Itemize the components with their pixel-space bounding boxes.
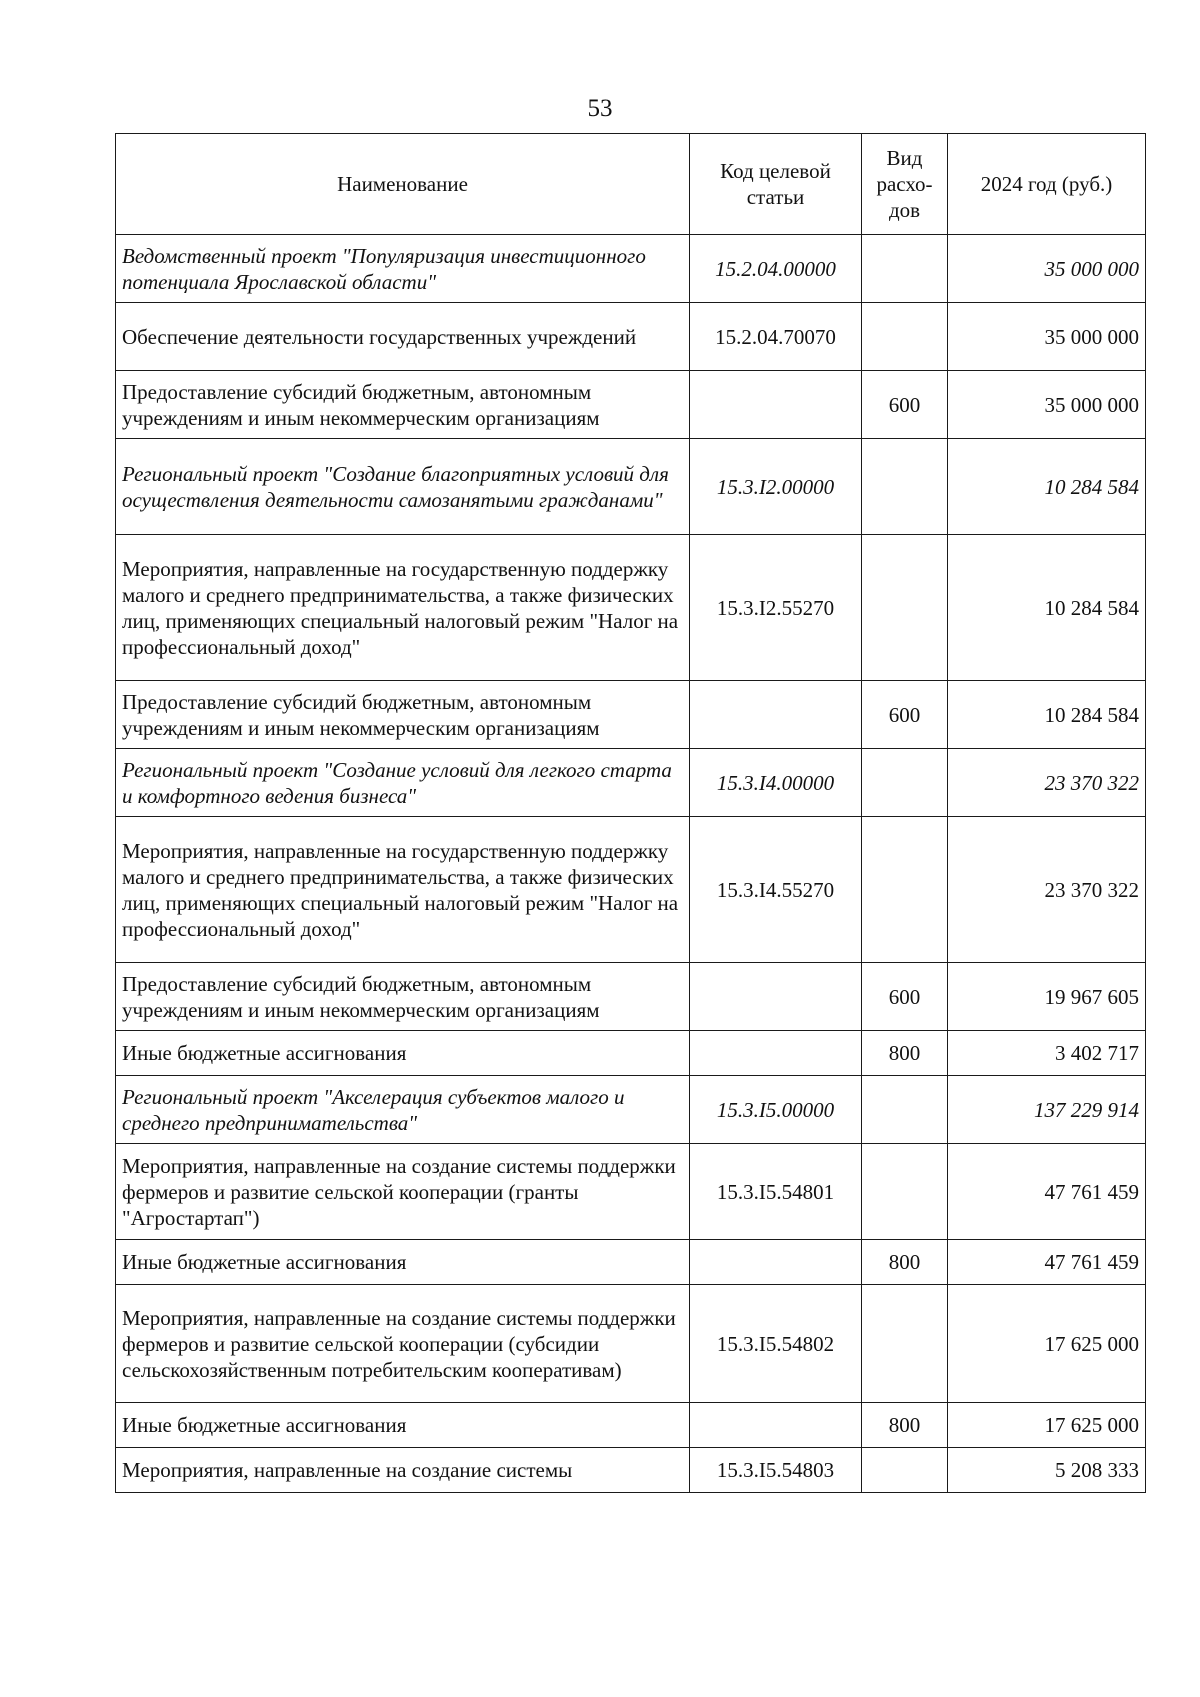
row-kind-cell: 800: [862, 1403, 948, 1448]
row-name-cell: Предоставление субсидий бюджетным, автономным учреждениям и иным некоммерческим организациям: [116, 681, 690, 749]
row-code-cell: 15.2.04.00000: [690, 235, 862, 303]
table-row: [116, 235, 1146, 303]
row-kind-cell: [862, 235, 948, 303]
row-name-cell: Мероприятия, направленные на государственную поддержку малого и среднего предпринимательства, а также физических лиц, применяющих специальный налоговый режим "Налог на профессиональный доход": [116, 817, 690, 963]
row-amount-cell: 3 402 717: [948, 1031, 1146, 1076]
row-code-cell: [690, 1403, 862, 1448]
table-row: [116, 439, 1146, 535]
row-kind-cell: [862, 1144, 948, 1240]
row-name-cell: Региональный проект "Создание благоприятных условий для осуществления деятельности самозанятыми гражданами": [116, 439, 690, 535]
row-code-cell: [690, 1240, 862, 1285]
table-row: [116, 817, 1146, 963]
header-kind: Вид расхо-дов: [862, 134, 948, 235]
row-kind-cell: [862, 817, 948, 963]
row-code-cell: 15.3.I5.54802: [690, 1285, 862, 1403]
row-name-cell: Мероприятия, направленные на государственную поддержку малого и среднего предпринимательства, а также физических лиц, применяющих специальный налоговый режим "Налог на профессиональный доход": [116, 535, 690, 681]
row-kind-cell: [862, 439, 948, 535]
row-amount-cell: 19 967 605: [948, 963, 1146, 1031]
table-row: [116, 1076, 1146, 1144]
row-code-cell: 15.3.I5.00000: [690, 1076, 862, 1144]
row-amount-cell: 35 000 000: [948, 371, 1146, 439]
table-row: [116, 303, 1146, 371]
table-row: [116, 371, 1146, 439]
row-name-cell: Мероприятия, направленные на создание системы поддержки фермеров и развитие сельской кооперации (гранты "Агростартап"): [116, 1144, 690, 1240]
table-row: [116, 1031, 1146, 1076]
row-code-cell: [690, 1031, 862, 1076]
row-kind-cell: [862, 535, 948, 681]
row-kind-cell: [862, 1285, 948, 1403]
table-body: [116, 235, 1146, 1493]
row-kind-cell: 800: [862, 1031, 948, 1076]
table-row: [116, 1144, 1146, 1240]
row-name-cell: Предоставление субсидий бюджетным, автономным учреждениям и иным некоммерческим организациям: [116, 371, 690, 439]
row-code-cell: 15.3.I2.55270: [690, 535, 862, 681]
row-kind-cell: [862, 1448, 948, 1493]
row-name-cell: Ведомственный проект "Популяризация инвестиционного потенциала Ярославской области": [116, 235, 690, 303]
row-code-cell: 15.2.04.70070: [690, 303, 862, 371]
table-row: [116, 963, 1146, 1031]
table-row: [116, 1285, 1146, 1403]
table-row: [116, 535, 1146, 681]
row-kind-cell: 600: [862, 681, 948, 749]
row-kind-cell: 600: [862, 371, 948, 439]
row-name-cell: Региональный проект "Создание условий для легкого старта и комфортного ведения бизнеса": [116, 749, 690, 817]
header-code: Код целевой статьи: [690, 134, 862, 235]
row-name-cell: Мероприятия, направленные на создание системы поддержки фермеров и развитие сельской кооперации (субсидии сельскохозяйственным потребительским кооперативам): [116, 1285, 690, 1403]
row-amount-cell: 23 370 322: [948, 749, 1146, 817]
row-code-cell: 15.3.I4.00000: [690, 749, 862, 817]
row-kind-cell: 600: [862, 963, 948, 1031]
budget-table: [115, 133, 1146, 1493]
row-amount-cell: 10 284 584: [948, 439, 1146, 535]
row-amount-cell: 17 625 000: [948, 1403, 1146, 1448]
table-row: [116, 1240, 1146, 1285]
table-row: [116, 681, 1146, 749]
row-amount-cell: 47 761 459: [948, 1144, 1146, 1240]
row-name-cell: Предоставление субсидий бюджетным, автономным учреждениям и иным некоммерческим организациям: [116, 963, 690, 1031]
row-amount-cell: 47 761 459: [948, 1240, 1146, 1285]
page-number: 53: [587, 95, 613, 122]
row-name-cell: Иные бюджетные ассигнования: [116, 1240, 690, 1285]
row-amount-cell: 5 208 333: [948, 1448, 1146, 1493]
row-name-cell: Региональный проект "Акселерация субъектов малого и среднего предпринимательства": [116, 1076, 690, 1144]
row-code-cell: 15.3.I4.55270: [690, 817, 862, 963]
row-name-cell: Обеспечение деятельности государственных учреждений: [116, 303, 690, 371]
row-code-cell: 15.3.I5.54803: [690, 1448, 862, 1493]
row-amount-cell: 10 284 584: [948, 535, 1146, 681]
row-amount-cell: 137 229 914: [948, 1076, 1146, 1144]
row-name-cell: Иные бюджетные ассигнования: [116, 1403, 690, 1448]
row-amount-cell: 17 625 000: [948, 1285, 1146, 1403]
row-code-cell: [690, 963, 862, 1031]
row-name-cell: Мероприятия, направленные на создание системы: [116, 1448, 690, 1493]
row-amount-cell: 35 000 000: [948, 235, 1146, 303]
table-row: [116, 1448, 1146, 1493]
row-amount-cell: 23 370 322: [948, 817, 1146, 963]
row-kind-cell: [862, 1076, 948, 1144]
row-code-cell: [690, 371, 862, 439]
row-kind-cell: [862, 303, 948, 371]
table-row: [116, 749, 1146, 817]
row-amount-cell: 10 284 584: [948, 681, 1146, 749]
row-code-cell: 15.3.I5.54801: [690, 1144, 862, 1240]
row-code-cell: [690, 681, 862, 749]
table-header-row: [116, 134, 1146, 235]
row-code-cell: 15.3.I2.00000: [690, 439, 862, 535]
header-name: Наименование: [116, 134, 690, 235]
header-amount: 2024 год (руб.): [948, 134, 1146, 235]
row-name-cell: Иные бюджетные ассигнования: [116, 1031, 690, 1076]
row-kind-cell: [862, 749, 948, 817]
row-amount-cell: 35 000 000: [948, 303, 1146, 371]
row-kind-cell: 800: [862, 1240, 948, 1285]
table-row: [116, 1403, 1146, 1448]
